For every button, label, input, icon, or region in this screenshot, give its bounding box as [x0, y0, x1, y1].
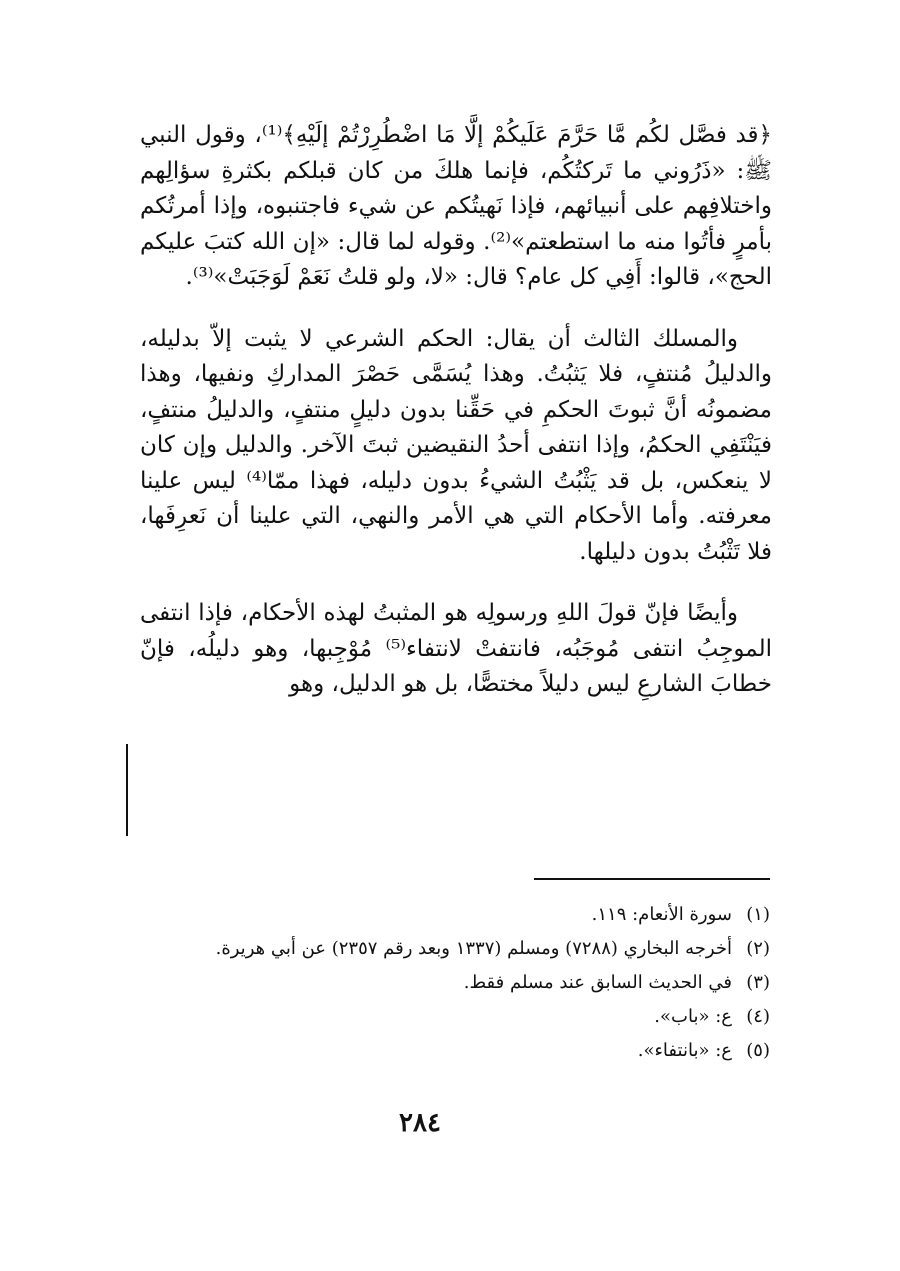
paragraph-text: وأيضًا فإنّ قولَ اللهِ ورسولِه هو المثبتُ لهذه الأحكام، فإذا انتفى الموجِبُ انتفى مُوجَبُه، فانتفتْ لانتفاء⁽⁵⁾ مُوْجِبها، وهو دليلُه، فإنّ خطابَ الشارعِ ليس دليلاً مختصًّا، بل هو الدليل، وهو [140, 600, 772, 697]
footnote-text: في الحديث السابق عند مسلم فقط. [463, 972, 732, 993]
footnote-number: (٥) [746, 1040, 770, 1061]
paragraph-text: والمسلك الثالث أن يقال: الحكم الشرعي لا يثبت إلاّ بدليله، والدليلُ مُنتفٍ، فلا يَثبُتُ. وهذا يُسَمَّى حَصْرَ المداركِ ونفيها، وهذا مضمونُه أنَّ ثبوتَ الحكمِ في حَقِّنا بدون دليلٍ منتفٍ، والدليلُ منتفٍ، فيَنْتَفِي الحكمُ، وإذا انتفى أحدُ النقيضين ثبتَ الآخر. والدليل وإن كان لا ينعكس، بل قد يَثْبُتُ الشيءُ بدون دليله، فهذا ممّا⁽⁴⁾ ليس علينا معرفته. وأما الأحكام التي هي الأمر والنهي، التي علينا أن نَعرِفَها، فلا تَثْبُتُ بدون دليلها. [140, 325, 772, 565]
footnote-number: (٢) [746, 938, 770, 959]
footnote-divider [534, 878, 770, 880]
footnote-number: (٣) [746, 972, 770, 993]
margin-marker [126, 744, 128, 836]
footnote-item [130, 932, 770, 966]
paragraph-1 [140, 118, 772, 296]
footnote-text: سورة الأنعام: ١١٩. [591, 904, 732, 925]
footnote-item [130, 898, 770, 932]
footnote-number: (٤) [746, 1006, 770, 1027]
footnote-text: أخرجه البخاري (٧٢٨٨) ومسلم (١٣٣٧ وبعد رقم ٢٣٥٧) عن أبي هريرة. [215, 938, 732, 959]
main-text [140, 118, 772, 703]
paragraph-gap [140, 570, 772, 596]
footnote-number: (١) [746, 904, 770, 925]
paragraph-2 [140, 322, 772, 571]
footnote-text: ع: «باب». [654, 1006, 732, 1027]
footnote-text: ع: «بانتفاء». [637, 1040, 732, 1061]
paragraph-gap [140, 296, 772, 322]
paragraph-text: ﴿قد فصَّل لكُم مَّا حَرَّمَ عَلَيكُمْ إلَّا مَا اضْطُرِرْتُمْ إلَيْهِ﴾⁽¹⁾، وقول النبي ﷺ: «ذَرُوني ما تَركتُكُم، فإنما هلكَ من كان قبلكم بكثرةِ سؤالِهم واختلافِهم على أنبيائهم، فإذا نَهيتُكم عن شيء فاجتنبوه، وإذا أمرتُكم بأمرٍ فأتُوا منه ما استطعتم»⁽²⁾. وقوله لما قال: «إن الله كتبَ عليكم الحج»، قالوا: أَفِي كل عام؟ قال: «لا، ولو قلتُ نَعَمْ لَوَجَبَتْ»⁽³⁾. [140, 122, 772, 290]
footnotes [130, 898, 770, 1068]
footnote-item [130, 966, 770, 1000]
footnote-item [130, 1000, 770, 1034]
footnote-item [130, 1034, 770, 1068]
page-number: ٢٨٤ [399, 1108, 441, 1138]
paragraph-3 [140, 596, 772, 703]
